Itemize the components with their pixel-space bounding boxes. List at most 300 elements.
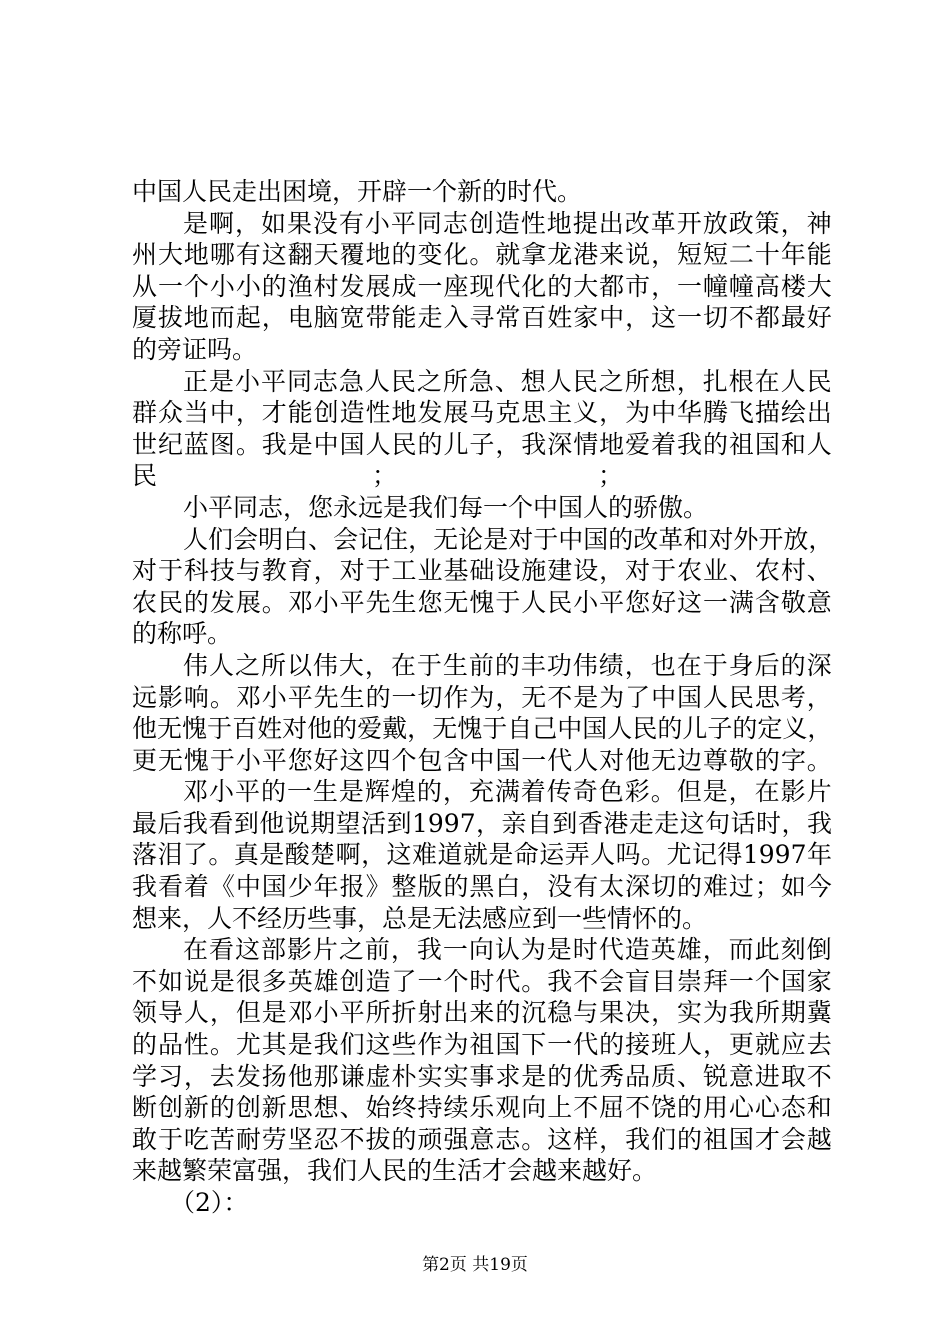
text-glyph: 心: [754, 1093, 780, 1123]
text-glyph: 的: [365, 682, 391, 712]
text-glyph: 村: [313, 271, 339, 301]
text-glyph: 生: [442, 650, 468, 680]
text-line: [132, 524, 832, 556]
text-glyph: 丰: [520, 650, 546, 680]
text-glyph: 好: [806, 303, 832, 333]
text-glyph: 无: [433, 524, 459, 554]
semicolon-mark: ；: [372, 461, 398, 491]
text-glyph: 教: [261, 556, 287, 586]
text-glyph: 好: [651, 587, 677, 617]
text-glyph: 的: [702, 429, 728, 459]
text-glyph: 没: [547, 872, 573, 902]
text-glyph: 才: [754, 1124, 780, 1154]
text-glyph: 所: [624, 366, 650, 396]
text-glyph: ，: [781, 808, 807, 838]
text-line: [132, 682, 832, 714]
text-glyph: 国: [495, 745, 521, 775]
text-line: [132, 808, 832, 840]
text-glyph: 对: [132, 556, 158, 586]
text-glyph: 坚: [287, 1124, 313, 1154]
text-glyph: 的: [183, 587, 209, 617]
text-glyph: 、: [728, 556, 754, 586]
text-glyph: 和: [683, 524, 709, 554]
text-glyph: 走: [654, 808, 680, 838]
text-glyph: ，: [261, 303, 287, 333]
text-glyph: ，: [234, 208, 260, 238]
text-glyph: 越: [806, 1124, 832, 1154]
text-line: [132, 871, 832, 903]
text-glyph: 不: [625, 1093, 651, 1123]
text-glyph: 我: [547, 966, 573, 996]
text-glyph: 先: [365, 587, 391, 617]
text-glyph: 《: [209, 872, 235, 902]
text-glyph: 纪: [157, 429, 183, 459]
text-glyph: 亲: [501, 808, 527, 838]
text-glyph: 一: [157, 271, 183, 301]
text-glyph: 对: [339, 556, 365, 586]
text-glyph: 二: [728, 240, 754, 270]
text-glyph: 就: [462, 840, 488, 870]
text-glyph: 是: [521, 1061, 547, 1091]
text-glyph: 来: [599, 240, 625, 270]
text-glyph: 看: [157, 872, 183, 902]
text-glyph: 是: [483, 524, 509, 554]
text-glyph: 的: [332, 714, 358, 744]
text-glyph: 于: [157, 1124, 183, 1154]
text-glyph: 向: [521, 1093, 547, 1123]
text-glyph: 就: [495, 240, 521, 270]
text-line: [132, 429, 832, 461]
text-glyph: 育: [287, 556, 313, 586]
text-glyph: 那: [313, 1061, 339, 1091]
text-glyph: 个: [391, 745, 417, 775]
text-glyph: 明: [258, 524, 284, 554]
text-glyph: 就: [754, 1030, 780, 1060]
text-glyph: 求: [495, 1061, 521, 1091]
semicolon-mark: ；: [598, 461, 624, 491]
text-glyph: 优: [573, 1061, 599, 1091]
text-glyph: 认: [494, 935, 520, 965]
text-glyph: 》: [365, 872, 391, 902]
text-glyph: ，: [702, 1030, 728, 1060]
text-glyph: 为: [625, 398, 651, 428]
text-glyph: 性: [520, 208, 546, 238]
text-glyph: 拔: [365, 1124, 391, 1154]
text-glyph: 大: [806, 271, 832, 301]
text-glyph: 姓: [547, 303, 573, 333]
text-glyph: 高: [754, 271, 780, 301]
text-glyph: 伟: [572, 650, 598, 680]
text-glyph: 他: [259, 808, 285, 838]
text-glyph: 英: [650, 935, 676, 965]
text-glyph: 射: [417, 998, 443, 1028]
text-glyph: 意: [806, 587, 832, 617]
text-glyph: 伟: [183, 650, 209, 680]
text-glyph: 中: [651, 682, 677, 712]
text-line: [132, 1124, 832, 1156]
text-glyph: 从: [132, 271, 158, 301]
text-glyph: 于: [533, 524, 559, 554]
text-glyph: 我: [182, 808, 208, 838]
text-glyph: 化: [521, 271, 547, 301]
text-glyph: 平: [339, 587, 365, 617]
text-glyph: 苦: [209, 1124, 235, 1154]
text-glyph: ，: [183, 1061, 209, 1091]
text-glyph: 难: [411, 840, 437, 870]
text-glyph: 中: [313, 429, 339, 459]
text-glyph: 片: [312, 935, 338, 965]
text-glyph: 所: [754, 998, 780, 1028]
text-glyph: 无: [157, 745, 183, 775]
text-glyph: 看: [208, 935, 234, 965]
text-glyph: 民: [632, 714, 658, 744]
text-glyph: 人: [780, 366, 806, 396]
text-glyph: 吃: [183, 1124, 209, 1154]
text-glyph: 是: [702, 777, 728, 807]
text-glyph: 、: [308, 524, 334, 554]
text-glyph: 沉: [521, 998, 547, 1028]
text-glyph: 到: [552, 808, 578, 838]
text-glyph: 如: [157, 966, 183, 996]
text-glyph: 的: [754, 745, 780, 775]
text-glyph: 意: [469, 1124, 495, 1154]
text-glyph: 创: [339, 966, 365, 996]
text-glyph: 天: [313, 240, 339, 270]
text-glyph: 幢: [702, 271, 728, 301]
text-glyph: 发: [235, 1061, 261, 1091]
text-glyph: 此: [754, 935, 780, 965]
text-glyph: 基: [443, 556, 469, 586]
text-glyph: 龙: [547, 240, 573, 270]
text-glyph: 期: [780, 998, 806, 1028]
text-glyph: 业: [702, 556, 728, 586]
text-glyph: 泪: [157, 840, 183, 870]
text-glyph: 我: [806, 808, 832, 838]
text-glyph: 带: [365, 303, 391, 333]
text-glyph: 先: [313, 682, 339, 712]
text-glyph: 着: [520, 777, 546, 807]
text-glyph: ，: [807, 714, 833, 744]
text-glyph: 这: [679, 808, 705, 838]
text-glyph: 白: [495, 872, 521, 902]
text-line: 的旁证吗。: [132, 334, 258, 364]
text-glyph: 所: [365, 998, 391, 1028]
text-glyph: 革: [650, 208, 676, 238]
text-glyph: 我: [416, 935, 442, 965]
text-glyph: 地: [183, 240, 209, 270]
text-glyph: 一: [442, 935, 468, 965]
text-line: [132, 555, 832, 587]
text-glyph: 代: [495, 966, 521, 996]
text-glyph: 有: [235, 240, 261, 270]
text-glyph: 深: [547, 429, 573, 459]
text-glyph: 能: [806, 240, 832, 270]
text-glyph: 得: [717, 840, 743, 870]
text-glyph: 之: [234, 650, 260, 680]
text-glyph: 思: [521, 398, 547, 428]
text-glyph: 倒: [806, 935, 832, 965]
text-glyph: 色: [598, 777, 624, 807]
text-glyph: 去: [806, 1030, 832, 1060]
text-glyph: 对: [625, 556, 651, 586]
text-glyph: 一: [702, 587, 728, 617]
text-glyph: 态: [780, 1093, 806, 1123]
text-glyph: 所: [442, 366, 468, 396]
text-glyph: 变: [417, 240, 443, 270]
text-glyph: 愧: [182, 714, 208, 744]
text-glyph: 一: [521, 745, 547, 775]
text-line: [132, 934, 832, 966]
text-glyph: 起: [235, 303, 261, 333]
text-glyph: 不: [132, 966, 158, 996]
text-glyph: 新: [183, 1093, 209, 1123]
text-glyph: 尊: [702, 745, 728, 775]
text-glyph: 品: [625, 1061, 651, 1091]
text-glyph: 的: [261, 271, 287, 301]
text-glyph: 强: [443, 1124, 469, 1154]
text-glyph: 百: [521, 303, 547, 333]
text-glyph: 代: [495, 271, 521, 301]
text-glyph: 太: [599, 872, 625, 902]
text-glyph: 耐: [235, 1124, 261, 1154]
text-glyph: 代: [573, 1030, 599, 1060]
text-glyph: 平: [599, 587, 625, 617]
text-glyph: 邓: [287, 587, 313, 617]
text-glyph: 中: [599, 303, 625, 333]
text-glyph: 造: [339, 398, 365, 428]
text-glyph: 1997: [411, 808, 476, 838]
text-glyph: 。: [209, 1030, 235, 1060]
text-glyph: 情: [573, 429, 599, 459]
text-glyph: 吗: [615, 840, 641, 870]
text-glyph: 中: [469, 745, 495, 775]
text-glyph: 记: [358, 524, 384, 554]
text-glyph: 中: [557, 714, 583, 744]
text-glyph: 果: [599, 998, 625, 1028]
text-glyph: ；: [754, 872, 780, 902]
text-glyph: 在: [390, 650, 416, 680]
text-glyph: 尤: [666, 840, 692, 870]
text-glyph: 为: [443, 1030, 469, 1060]
text-glyph: 、: [339, 1093, 365, 1123]
text-glyph: 邓: [287, 998, 313, 1028]
text-glyph: 都: [754, 303, 780, 333]
text-glyph: 冀: [806, 998, 832, 1028]
text-glyph: 实: [677, 998, 703, 1028]
text-glyph: 的: [443, 872, 469, 902]
text-glyph: 最: [780, 303, 806, 333]
text-line: [132, 1061, 832, 1093]
text-glyph: 盲: [625, 966, 651, 996]
text-line: [132, 745, 832, 777]
text-glyph: 啊: [335, 840, 361, 870]
text-glyph: 地: [391, 398, 417, 428]
text-line: [132, 271, 832, 303]
text-glyph: 世: [132, 429, 158, 459]
text-glyph: 接: [625, 1030, 651, 1060]
text-glyph: 国: [583, 524, 609, 554]
text-glyph: 习: [157, 1061, 183, 1091]
text-glyph: 农: [754, 556, 780, 586]
text-glyph: 的: [677, 1093, 703, 1123]
text-glyph: 少: [287, 872, 313, 902]
text-glyph: 定: [757, 714, 783, 744]
text-glyph: 小: [209, 271, 235, 301]
text-glyph: 是: [488, 840, 514, 870]
text-glyph: 敬: [780, 587, 806, 617]
text-glyph: 国: [677, 682, 703, 712]
text-glyph: 充: [468, 777, 494, 807]
text-glyph: 我: [261, 429, 287, 459]
text-glyph: ，: [364, 650, 390, 680]
text-glyph: 。: [469, 240, 495, 270]
text-glyph: ，: [407, 714, 433, 744]
text-glyph: 扎: [702, 366, 728, 396]
text-glyph: 我: [677, 429, 703, 459]
text-glyph: 志: [312, 366, 338, 396]
text-glyph: 一: [677, 303, 703, 333]
text-glyph: 人: [208, 650, 234, 680]
text-glyph: 我: [625, 1124, 651, 1154]
text-glyph: 有: [573, 872, 599, 902]
text-glyph: 开: [676, 208, 702, 238]
text-glyph: ，: [808, 524, 834, 554]
text-glyph: 的: [417, 429, 443, 459]
text-glyph: ，: [676, 366, 702, 396]
text-glyph: ，: [651, 240, 677, 270]
text-glyph: 走: [628, 808, 654, 838]
text-glyph: 于: [482, 714, 508, 744]
text-glyph: 如: [780, 872, 806, 902]
text-glyph: 在: [754, 777, 780, 807]
text-glyph: 一: [677, 271, 703, 301]
text-glyph: ，: [599, 556, 625, 586]
text-glyph: 没: [312, 208, 338, 238]
text-glyph: 论: [458, 524, 484, 554]
text-glyph: 持: [417, 1093, 443, 1123]
text-glyph: 多: [261, 966, 287, 996]
text-glyph: 边: [677, 745, 703, 775]
text-glyph: 爱: [625, 429, 651, 459]
text-glyph: 的: [391, 1124, 417, 1154]
text-glyph: 都: [599, 271, 625, 301]
text-glyph: 敬: [728, 745, 754, 775]
text-glyph: 为: [520, 935, 546, 965]
text-glyph: 响: [183, 682, 209, 712]
text-glyph: 造: [494, 208, 520, 238]
text-glyph: 样: [573, 1124, 599, 1154]
text-glyph: 与: [235, 556, 261, 586]
text-glyph: 说: [183, 966, 209, 996]
text-line: [132, 839, 832, 871]
text-glyph: 短: [677, 240, 703, 270]
text-glyph: 造: [365, 966, 391, 996]
text-glyph: 策: [754, 208, 780, 238]
text-line: [132, 713, 832, 745]
text-glyph: 人: [183, 998, 209, 1028]
text-glyph: ，: [495, 682, 521, 712]
text-glyph: 下: [521, 1030, 547, 1060]
text-glyph: 道: [437, 840, 463, 870]
text-glyph: 儿: [682, 714, 708, 744]
text-glyph: ，: [599, 1124, 625, 1154]
text-glyph: 为: [469, 682, 495, 712]
text-glyph: ，: [209, 998, 235, 1028]
text-glyph: 难: [702, 872, 728, 902]
text-glyph: 这: [677, 587, 703, 617]
text-glyph: 雄: [313, 966, 339, 996]
text-glyph: 于: [651, 556, 677, 586]
text-glyph: ，: [651, 998, 677, 1028]
text-glyph: 发: [209, 587, 235, 617]
text-glyph: 于: [702, 650, 728, 680]
text-glyph: 大: [338, 650, 364, 680]
text-glyph: 劳: [261, 1124, 287, 1154]
text-glyph: 生: [312, 777, 338, 807]
text-glyph: 地: [183, 303, 209, 333]
text-glyph: 他: [625, 745, 651, 775]
text-glyph: 国: [754, 429, 780, 459]
text-line: [132, 208, 832, 240]
text-line: [132, 966, 832, 998]
text-glyph: 如: [260, 208, 286, 238]
text-glyph: 邓: [183, 777, 209, 807]
text-glyph: 人: [521, 587, 547, 617]
text-glyph: 时: [572, 935, 598, 965]
section-label: （2）：: [170, 1188, 249, 1217]
text-glyph: 远: [132, 682, 158, 712]
text-glyph: 影: [157, 682, 183, 712]
text-glyph: 我: [313, 1030, 339, 1060]
text-glyph: 座: [443, 271, 469, 301]
text-glyph: 终: [391, 1093, 417, 1123]
text-glyph: 民: [728, 682, 754, 712]
text-glyph: 愧: [469, 587, 495, 617]
text-glyph: 命: [513, 840, 539, 870]
text-glyph: 设: [495, 556, 521, 586]
text-glyph: 取: [780, 1061, 806, 1091]
text-glyph: 自: [507, 714, 533, 744]
text-glyph: 民: [806, 366, 832, 396]
text-glyph: 不: [573, 1093, 599, 1123]
text-glyph: 州: [132, 240, 158, 270]
text-glyph: 香: [577, 808, 603, 838]
text-glyph: 儿: [443, 429, 469, 459]
text-glyph: 学: [132, 1061, 158, 1091]
text-glyph: 和: [806, 1093, 832, 1123]
text-glyph: 覆: [339, 240, 365, 270]
text-line: [132, 1029, 832, 1061]
text-glyph: 话: [730, 808, 756, 838]
text-glyph: 的: [547, 271, 573, 301]
text-glyph: 个: [754, 966, 780, 996]
text-glyph: 农: [677, 556, 703, 586]
text-glyph: 最: [132, 808, 158, 838]
text-glyph: 啊: [208, 208, 234, 238]
text-glyph: 敢: [132, 1124, 158, 1154]
text-glyph: 对: [708, 524, 734, 554]
text-glyph: 小: [573, 587, 599, 617]
text-glyph: 您: [287, 745, 313, 775]
text-glyph: 国: [582, 714, 608, 744]
text-line: 想来，人不经历些事，总是无法感应到一些情怀的。: [132, 903, 708, 933]
text-glyph: 民: [157, 587, 183, 617]
text-glyph: ，: [361, 840, 387, 870]
text-glyph: 宽: [339, 303, 365, 333]
text-glyph: 与: [573, 998, 599, 1028]
text-glyph: 建: [547, 556, 573, 586]
text-glyph: 于: [207, 714, 233, 744]
